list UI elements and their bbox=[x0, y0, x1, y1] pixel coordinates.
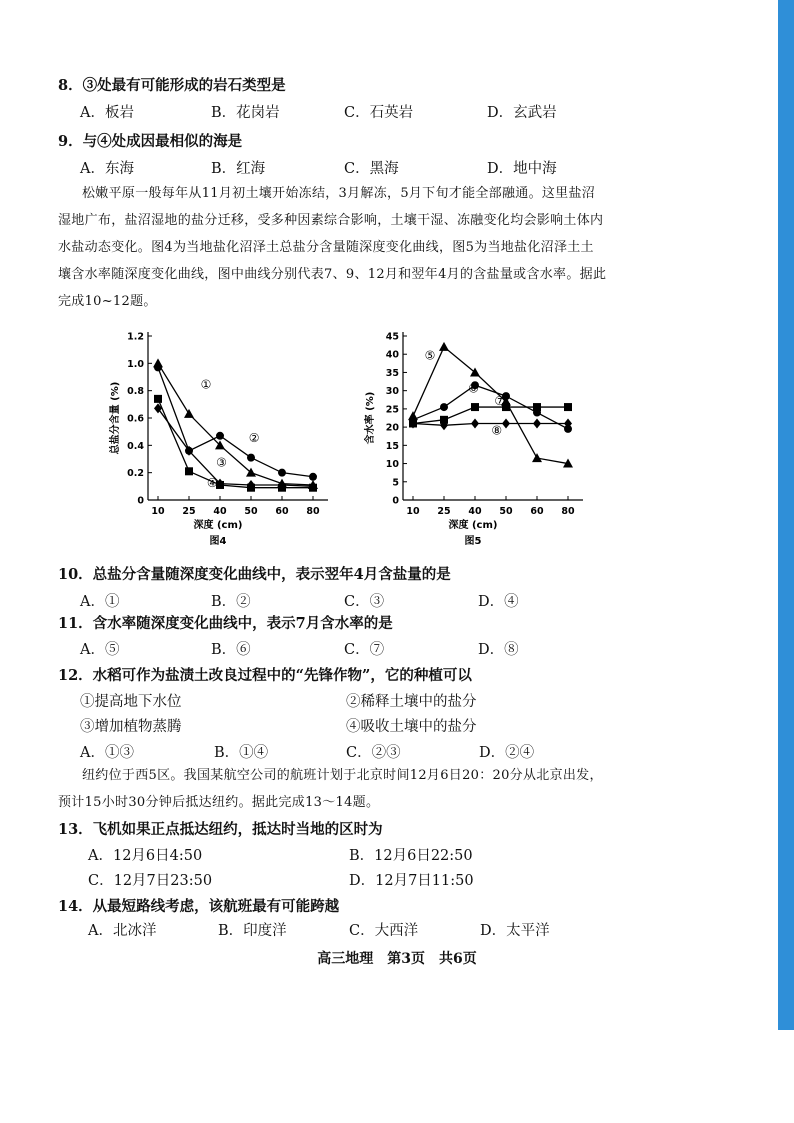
y-tick-label: 1.0 bbox=[127, 358, 144, 370]
y-tick-label: 15 bbox=[385, 440, 399, 452]
y-axis-label: 含水率 (%) bbox=[365, 391, 376, 445]
q8-option-b: B．花岗岩 bbox=[211, 105, 280, 121]
series-line bbox=[413, 347, 568, 464]
chart-title: 图5 bbox=[464, 536, 482, 547]
q11-option-c: C．⑦ bbox=[344, 642, 385, 658]
data-point bbox=[184, 409, 194, 418]
x-tick-label: 25 bbox=[182, 506, 196, 517]
y-tick-label: 0.4 bbox=[127, 440, 144, 452]
figure-4-chart bbox=[100, 322, 345, 552]
passage2-line: 纽约位于西5区。我国某航空公司的航班计划于北京时间12月6日20：20分从北京出发， bbox=[82, 768, 603, 783]
q13-stem: 13．飞机如果正点抵达纽约，抵达时当地的区时为 bbox=[58, 821, 383, 838]
data-point bbox=[440, 403, 448, 411]
q9-option-b: B．红海 bbox=[211, 161, 266, 177]
passage-soil-salinity bbox=[58, 180, 658, 315]
q12-item-4: ④吸收土壤中的盐分 bbox=[346, 719, 477, 735]
q12-item-1: ①提高地下水位 bbox=[80, 694, 182, 710]
series-label: ④ bbox=[206, 476, 218, 491]
series-label: ⑥ bbox=[468, 381, 479, 396]
q8-option-d: D．玄武岩 bbox=[487, 105, 557, 121]
q8-option-c: C．石英岩 bbox=[344, 105, 414, 121]
q12-option-b: B．①④ bbox=[214, 745, 269, 761]
series-line bbox=[413, 407, 568, 423]
y-tick-label: 0 bbox=[392, 495, 399, 507]
x-axis-label: 深度 (cm) bbox=[193, 520, 243, 531]
q13-option-b: B．12月6日22:50 bbox=[349, 848, 473, 864]
q10-option-a: A．① bbox=[80, 594, 120, 610]
q11-option-b: B．⑥ bbox=[211, 642, 251, 658]
passage1-line: 水盐动态变化。图4为当地盐化沼泽土总盐分含量随深度变化曲线，图5为当地盐化沼泽土土 bbox=[58, 240, 594, 255]
q10-option-d: D．④ bbox=[478, 594, 519, 610]
q12-stem: 12．水稻可作为盐渍土改良过程中的“先锋作物”，它的种植可以 bbox=[58, 667, 472, 684]
data-point bbox=[278, 469, 286, 477]
q14-option-a: A．北冰洋 bbox=[88, 923, 157, 939]
q11-option-a: A．⑤ bbox=[80, 642, 120, 658]
q11-option-d: D．⑧ bbox=[478, 642, 519, 658]
y-axis-label: 总盐分含量 (%) bbox=[110, 381, 121, 455]
data-point bbox=[154, 395, 162, 403]
chart-title: 图4 bbox=[209, 536, 227, 547]
data-point bbox=[216, 432, 224, 440]
y-tick-label: 0.8 bbox=[127, 386, 144, 398]
q9-stem: 9．与④处成因最相似的海是 bbox=[58, 133, 243, 150]
q12-option-d: D．②④ bbox=[479, 745, 535, 761]
series-line bbox=[158, 367, 313, 476]
q10-stem: 10．总盐分含量随深度变化曲线中，表示翌年4月含盐量的是 bbox=[58, 566, 451, 583]
q9-option-a: A．东海 bbox=[80, 161, 134, 177]
q12-item-3: ③增加植物蒸腾 bbox=[80, 719, 182, 735]
x-tick-label: 80 bbox=[561, 506, 575, 517]
q9-option-c: C．黑海 bbox=[344, 161, 399, 177]
passage2-line: 预计15小时30分钟后抵达纽约。据此完成13～14题。 bbox=[58, 795, 380, 810]
page-edge-stripe bbox=[778, 0, 794, 1030]
data-point bbox=[247, 454, 255, 462]
q13-option-d: D．12月7日11:50 bbox=[349, 873, 474, 889]
y-tick-label: 20 bbox=[385, 422, 399, 434]
q9-option-d: D．地中海 bbox=[487, 161, 557, 177]
x-tick-label: 10 bbox=[151, 506, 165, 517]
q14-option-c: C．大西洋 bbox=[349, 923, 419, 939]
q12-option-c: C．②③ bbox=[346, 745, 401, 761]
series-label: ① bbox=[200, 377, 212, 392]
q12-item-2: ②稀释土壤中的盐分 bbox=[346, 694, 477, 710]
passage-flight bbox=[58, 762, 658, 816]
data-point bbox=[309, 473, 317, 481]
series-label: ⑤ bbox=[424, 348, 436, 363]
series-label: ⑦ bbox=[494, 394, 506, 409]
x-tick-label: 10 bbox=[406, 506, 420, 517]
data-point bbox=[471, 418, 479, 428]
y-tick-label: 10 bbox=[385, 459, 399, 471]
x-tick-label: 40 bbox=[213, 506, 227, 517]
series-label: ③ bbox=[216, 455, 227, 470]
y-tick-label: 0 bbox=[137, 495, 144, 507]
y-tick-label: 25 bbox=[385, 404, 399, 416]
q13-option-a: A．12月6日4:50 bbox=[88, 848, 203, 864]
x-tick-label: 40 bbox=[468, 506, 482, 517]
q11-stem: 11．含水率随深度变化曲线中，表示7月含水率的是 bbox=[58, 615, 393, 632]
passage1-line: 松嫩平原一般每年从11月初土壤开始冻结，3月解冻，5月下旬才能全部融通。这里盐沼 bbox=[82, 186, 596, 201]
x-tick-label: 25 bbox=[437, 506, 451, 517]
x-tick-label: 50 bbox=[499, 506, 513, 517]
passage1-line: 壤含水率随深度变化曲线，图中曲线分别代表7、9、12月和翌年4月的含盐量或含水率。据此 bbox=[58, 267, 607, 282]
data-point bbox=[533, 403, 541, 411]
series-line bbox=[158, 399, 313, 491]
x-tick-label: 60 bbox=[275, 506, 289, 517]
series-label: ② bbox=[248, 431, 260, 445]
q10-option-b: B．② bbox=[211, 594, 251, 610]
data-point bbox=[185, 467, 193, 475]
data-point bbox=[154, 363, 162, 371]
series-line bbox=[158, 363, 313, 485]
q14-option-b: B．印度洋 bbox=[218, 923, 287, 939]
x-tick-label: 50 bbox=[244, 506, 258, 517]
y-tick-label: 30 bbox=[385, 386, 399, 398]
y-tick-label: 40 bbox=[385, 349, 399, 361]
y-tick-label: 1.2 bbox=[127, 331, 144, 343]
y-tick-label: 0.2 bbox=[127, 468, 144, 480]
q12-option-a: A．①③ bbox=[80, 745, 134, 761]
y-tick-label: 45 bbox=[385, 331, 399, 343]
data-point bbox=[532, 453, 542, 462]
data-point bbox=[439, 342, 449, 351]
x-tick-label: 60 bbox=[530, 506, 544, 517]
y-tick-label: 5 bbox=[392, 477, 399, 489]
series-label: ⑧ bbox=[491, 423, 503, 438]
figure-5-chart bbox=[355, 322, 600, 552]
y-tick-label: 35 bbox=[385, 367, 399, 379]
y-tick-label: 0.6 bbox=[127, 413, 144, 425]
data-point bbox=[471, 403, 479, 411]
page-footer: 高三地理 第3页 共6页 bbox=[317, 951, 477, 967]
passage1-line: 湿地广布，盐沼湿地的盐分迁移，受多种因素综合影响，土壤干湿、冻融变化均会影响土体内 bbox=[58, 213, 604, 228]
q14-option-d: D．太平洋 bbox=[480, 923, 550, 939]
data-point bbox=[502, 418, 510, 428]
q10-option-c: C．③ bbox=[344, 594, 385, 610]
q13-option-c: C．12月7日23:50 bbox=[88, 873, 213, 889]
x-tick-label: 80 bbox=[306, 506, 320, 517]
q8-stem: 8．③处最有可能形成的岩石类型是 bbox=[58, 77, 286, 94]
data-point bbox=[564, 403, 572, 411]
data-point bbox=[533, 418, 541, 428]
q14-stem: 14．从最短路线考虑，该航班最有可能跨越 bbox=[58, 898, 340, 915]
q8-option-a: A．板岩 bbox=[80, 105, 134, 121]
passage1-line: 完成10~12题。 bbox=[58, 294, 157, 309]
x-axis-label: 深度 (cm) bbox=[448, 520, 498, 531]
